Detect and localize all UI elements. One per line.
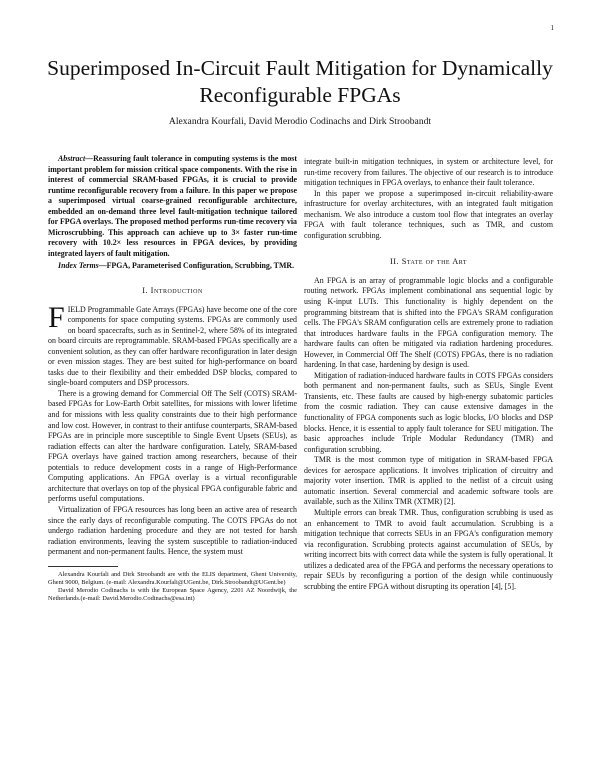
sota-paragraph-1: An FPGA is an array of programmable logic blocks and a configurable routing network. FPGAs implement combinational ans sequential logic by using K-input LUTs. This functionality is highly dependent on the programming bitstream that is shifted into the FPGA's SRAM configuration cells. The FPGA's SRAM configuration cells are extremely prone to radiation that introduces hardware faults in the FPGA configuration memory. The hardware faults can often be mitigated via radiation hardening procedures. However, in Commercial Off The Shelf (COTS) FPGAs, there is no radiation hardening. In that case, hardening by design is used. bbox=[304, 275, 553, 370]
page-number: 1 bbox=[550, 24, 554, 32]
left-column bbox=[48, 154, 297, 603]
footnote-divider bbox=[48, 566, 118, 567]
intro-paragraph-1 bbox=[48, 300, 297, 389]
sota-paragraph-4: Multiple errors can break TMR. Thus, configuration scrubbing is used as an enhancement to TMR to avoid fault accumulation. Scrubbing is a mitigation technique that corrects SEUs in an FPGA's configuration memory via reconfiguration. Scrubbing protects against accumulation of SEUs, by writing incorrect bits with correct data while the system is fully operational. It utilizes a dedicated area of the FPGA and performs the necessary operations to repair SEUs by reconfiguring a portion of the design while continuously scrubbing the entire FPGA without disrupting its operation [4], [5]. bbox=[304, 507, 553, 591]
section-heading-introduction: I. Introduction bbox=[142, 286, 203, 296]
right-paragraph-2: In this paper we propose a superimposed in-circuit reliability-aware infrastructure for overlay architectures, with an integrated fault mitigation mechanism. We also introduce a custom tool flow that integrates an overlay FPGA with fault tolerance techniques, such as TMR, and custom configuration scrubbing. bbox=[304, 188, 553, 240]
right-paragraph-1: integrate built-in mitigation techniques, in system or architecture level, for run-time recovery from failures. The objective of our research is to introduce mitigation techniques in FPGA overlays, to enhance their fault tolerance. bbox=[304, 157, 553, 188]
drop-cap: F bbox=[48, 300, 65, 334]
right-column bbox=[304, 157, 553, 592]
index-terms bbox=[48, 261, 297, 272]
index-terms-text: —FPGA, Parameterised Configuration, Scrubbing, TMR. bbox=[98, 261, 295, 271]
section-heading-state-of-the-art: II. State of the Art bbox=[389, 257, 468, 267]
intro-paragraph-1-text: IELD Programmable Gate Arrays (FPGAs) have become one of the core components for space computing systems. FPGAs are commonly used on board spacecrafts, such as in Sentinel-2, where 58% of its integrated on board circuits are reprogrammable. SRAM-based FPGAs specifically are a convenient solution, as they can offer hardware reconfiguration in later design or even mission stages. They are best suited for high-performance on board tasks due to their flexibility and their embedded DSP blocks, compared to single-board computers and DSP processors. bbox=[48, 304, 297, 388]
footnote-affiliation-2: David Merodio Codinachs is with the European Space Agency, 2201 AZ Noordwijk, the Netherlands.(e-mail: David.Merodio.Codinachs@esa.int) bbox=[48, 586, 297, 602]
paper-title: Superimposed In-Circuit Fault Mitigation for Dynamically Reconfigurable FPGAs bbox=[47, 56, 553, 107]
footnote-affiliation-1: Alexandra Kourfali and Dirk Stroobandt are with the ELIS department, Ghent University, Ghent 9000, Belgium. (e-mail: Alexandra.Kourfali@UGent.be, Dirk.Stroobandt@UGent.be) bbox=[48, 570, 297, 586]
index-terms-lead: Index Terms bbox=[58, 261, 99, 271]
abstract-lead: Abstract bbox=[58, 154, 86, 163]
sota-paragraph-3: TMR is the most common type of mitigation in SRAM-based FPGA devices for aerospace applications. It involves triplication of circuitry and majority voter insertion. TMR is applied to the netlist of a circuit using automatic insertion. Several commercial and academic software tools are available, such as the Xilinx TMR (XTMR) [2]. bbox=[304, 455, 553, 507]
footnotes bbox=[48, 571, 297, 603]
author-list: Alexandra Kourfali, David Merodio Codinachs and Dirk Stroobandt bbox=[168, 116, 432, 127]
intro-paragraph-2: There is a growing demand for Commercial Off The Self (COTS) SRAM-based FPGAs for Low-Earth Orbit satellites, for missions with lower lifetime and for missions with less quality constraints due to their high performance and low cost. However, in contrast to their antifuse counterparts, SRAM-based FPGAs are in principle more susceptible to Single Event Upsets (SEUs), as radiation effects can alter the hardware configuration. Lately, SRAM-based FPGA overlays have gained traction among researchers, because of their potentials to reduce development costs in a range of High-Performance Computing applications. An FPGA overlay is a virtual reconfigurable architecture that overlays on top of the physical FPGA configurable fabric and performs useful computations. bbox=[48, 388, 297, 504]
abstract-paragraph bbox=[48, 154, 297, 259]
intro-paragraph-3: Virtualization of FPGA resources has long been an active area of research since the early days of reconfigurable computing. The COTS FPGAs do not undergo radiation hardening procedure and they are not tested for harsh radiation environments, leaving the system susceptible to radiation-induced permanent and non-permanent faults. Hence, the system must bbox=[48, 504, 297, 557]
abstract bbox=[48, 154, 297, 272]
abstract-text: —Reassuring fault tolerance in computing systems is the most important problem for mission critical space components. With the rise in interest of commercial SRAM-based FPGAs, it is crucial to provide runtime reconfigurable recovery from a failure. In this paper we propose a superimposed virtual coarse-grained reconfigurable architecture, embedded an on-demand three level fault-mitigation technique tailored for FPGA overlays. The proposed method performs run-time recovery via Microscrubbing. This approach can achieve up to 3× faster run-time recovery with 10.2× less resources in FPGA devices, by providing integrated layers of fault mitigation. bbox=[48, 154, 297, 258]
sota-paragraph-2: Mitigation of radiation-induced hardware faults in COTS FPGAs considers both permanent and non-permanent faults, such as SEUs, Single Event Transients, etc. These faults are caused by high-energy subatomic particles from the cosmic radiation. They can cause extensive damages in the functionality of FPGA components such as logic blocks, I/O blocks and DSP blocks. Hence, it is essential to apply fault tolerance for SEU mitigation. The basic approaches include Triple Modular Redundancy (TMR) and configuration scrubbing. bbox=[304, 370, 553, 454]
